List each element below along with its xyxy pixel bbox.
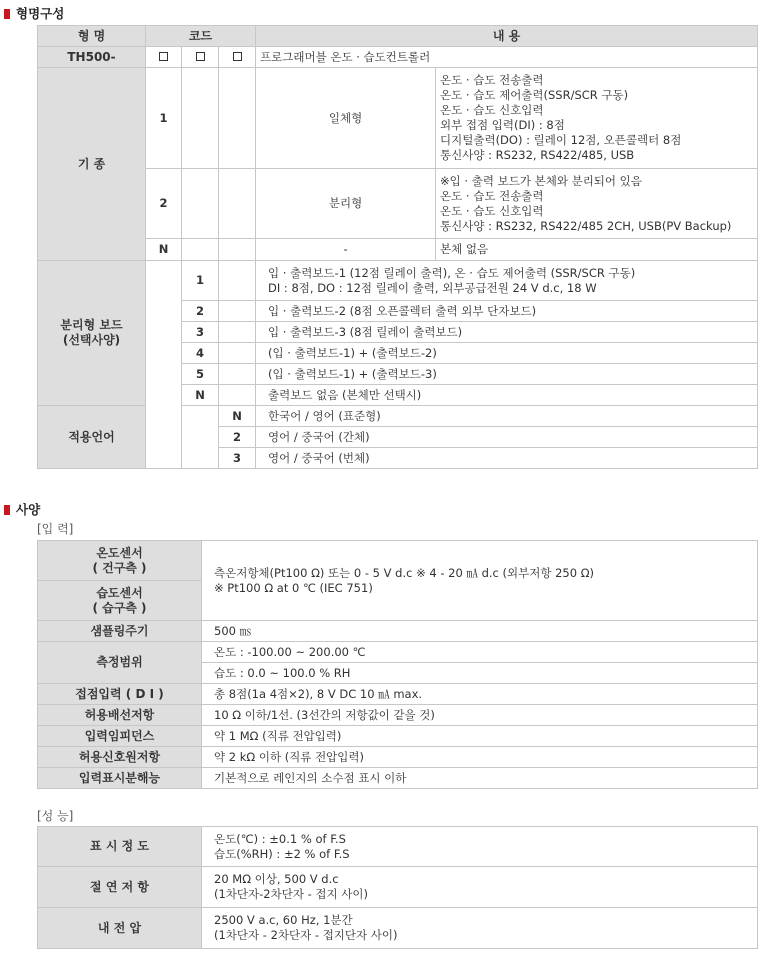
kijong-detail: ※입 · 출력 보드가 본체와 분리되어 있음 온도 · 습도 전송출력 온도 · 습도 신호입력 통신사양 : RS232, RS422/485 2CH, USB(PV Backup): [436, 169, 758, 239]
language-code: 3: [219, 448, 256, 469]
language-label: 적용언어: [38, 406, 146, 469]
resolution-value: 기본적으로 레인지의 소수점 표시 이하: [202, 768, 758, 789]
section-title-model: 형명구성: [4, 4, 64, 22]
sampling-value: 500 ㎳: [202, 621, 758, 642]
range-label: 측정범위: [38, 642, 202, 684]
kijong-code: 1: [146, 68, 182, 169]
red-square-icon: [4, 9, 10, 19]
model-table: [37, 25, 758, 469]
source-resistance-label: 허용신호원저항: [38, 747, 202, 768]
language-detail: 영어 / 중국어 (간체): [256, 427, 758, 448]
impedance-label: 입력임피던스: [38, 726, 202, 747]
di-label: 접점입력 ( D I ): [38, 684, 202, 705]
insulation-label: 절 연 저 항: [38, 867, 202, 908]
kijong-code: 2: [146, 169, 182, 239]
red-square-icon: [4, 505, 10, 515]
wiring-label: 허용배선저항: [38, 705, 202, 726]
kijong-detail: 본체 없음: [436, 239, 758, 261]
hum-sensor-label: 습도센서 ( 습구측 ): [38, 581, 202, 621]
board-detail: 입 · 출력보드-2 (8점 오픈콜렉터 출력 외부 단자보드): [256, 301, 758, 322]
kijong-type: 일체형: [256, 68, 436, 169]
board-code: 3: [182, 322, 219, 343]
language-code: N: [219, 406, 256, 427]
section-title-spec: 사양: [4, 500, 40, 518]
sampling-label: 샘플링주기: [38, 621, 202, 642]
performance-table: [37, 826, 758, 949]
language-detail: 한국어 / 영어 (표준형): [256, 406, 758, 427]
header-name: 형 명: [38, 26, 146, 47]
source-resistance-value: 약 2 kΩ 이하 (직류 전압입력): [202, 747, 758, 768]
input-table: [37, 540, 758, 789]
temp-sensor-label: 온도센서 ( 건구측 ): [38, 541, 202, 581]
header-code: 코드: [146, 26, 256, 47]
sensor-value: 측온저항체(Pt100 Ω) 또는 0 - 5 V d.c ※ 4 - 20 ㎃ d.c (외부저항 250 Ω) ※ Pt100 Ω at 0 ℃ (IEC 751): [202, 541, 758, 621]
model-description: 프로그래머블 온도 · 습도컨트롤러: [256, 47, 758, 68]
subsection-input: [입 력]: [37, 522, 74, 536]
board-code: N: [182, 385, 219, 406]
language-code: 2: [219, 427, 256, 448]
code-box-3: [219, 47, 256, 68]
kijong-detail: 온도 · 습도 전송출력 온도 · 습도 제어출력(SSR/SCR 구동) 온도 · 습도 신호입력 외부 접점 입력(DI) : 8점 디지털출력(DO) : 릴레이 12점, 오픈콜렉터 8점 통신사양 : RS232, RS422/485, USB: [436, 68, 758, 169]
board-detail: (입 · 출력보드-1) + (출력보드-2): [256, 343, 758, 364]
subsection-performance: [성 능]: [37, 809, 74, 823]
language-detail: 영어 / 중국어 (번체): [256, 448, 758, 469]
impedance-value: 약 1 MΩ (직류 전압입력): [202, 726, 758, 747]
header-content: 내 용: [256, 26, 758, 47]
board-code: 4: [182, 343, 219, 364]
accuracy-value: 온도(℃) : ±0.1 % of F.S 습도(%RH) : ±2 % of F.S: [202, 827, 758, 867]
board-detail: 출력보드 없음 (본체만 선택시): [256, 385, 758, 406]
withstand-value: 2500 V a.c, 60 Hz, 1분간 (1차단자 - 2차단자 - 접지단자 사이): [202, 908, 758, 949]
resolution-label: 입력표시분해능: [38, 768, 202, 789]
board-code: 2: [182, 301, 219, 322]
code-box-1: [146, 47, 182, 68]
board-code: 1: [182, 261, 219, 301]
board-label: 분리형 보드 (선택사양): [38, 261, 146, 406]
di-value: 총 8점(1a 4점×2), 8 V DC 10 ㎃ max.: [202, 684, 758, 705]
board-code: 5: [182, 364, 219, 385]
insulation-value: 20 MΩ 이상, 500 V d.c (1차단자-2차단자 - 접지 사이): [202, 867, 758, 908]
accuracy-label: 표 시 정 도: [38, 827, 202, 867]
range-temp: 온도 : -100.00 ~ 200.00 ℃: [202, 642, 758, 663]
code-box-2: [182, 47, 219, 68]
kijong-type: 분리형: [256, 169, 436, 239]
kijong-code: N: [146, 239, 182, 261]
wiring-value: 10 Ω 이하/1선. (3선간의 저항값이 같을 것): [202, 705, 758, 726]
range-hum: 습도 : 0.0 ~ 100.0 % RH: [202, 663, 758, 684]
board-detail: 입 · 출력보드-1 (12점 릴레이 출력), 온 · 습도 제어출력 (SSR/SCR 구동) DI : 8점, DO : 12점 릴레이 출력, 외부공급전원 24 V d.c, 18 W: [256, 261, 758, 301]
withstand-label: 내 전 압: [38, 908, 202, 949]
board-detail: 입 · 출력보드-3 (8점 릴레이 출력보드): [256, 322, 758, 343]
kijong-type: -: [256, 239, 436, 261]
kijong-label: 기 종: [38, 68, 146, 261]
model-name: TH500-: [38, 47, 146, 68]
board-detail: (입 · 출력보드-1) + (출력보드-3): [256, 364, 758, 385]
